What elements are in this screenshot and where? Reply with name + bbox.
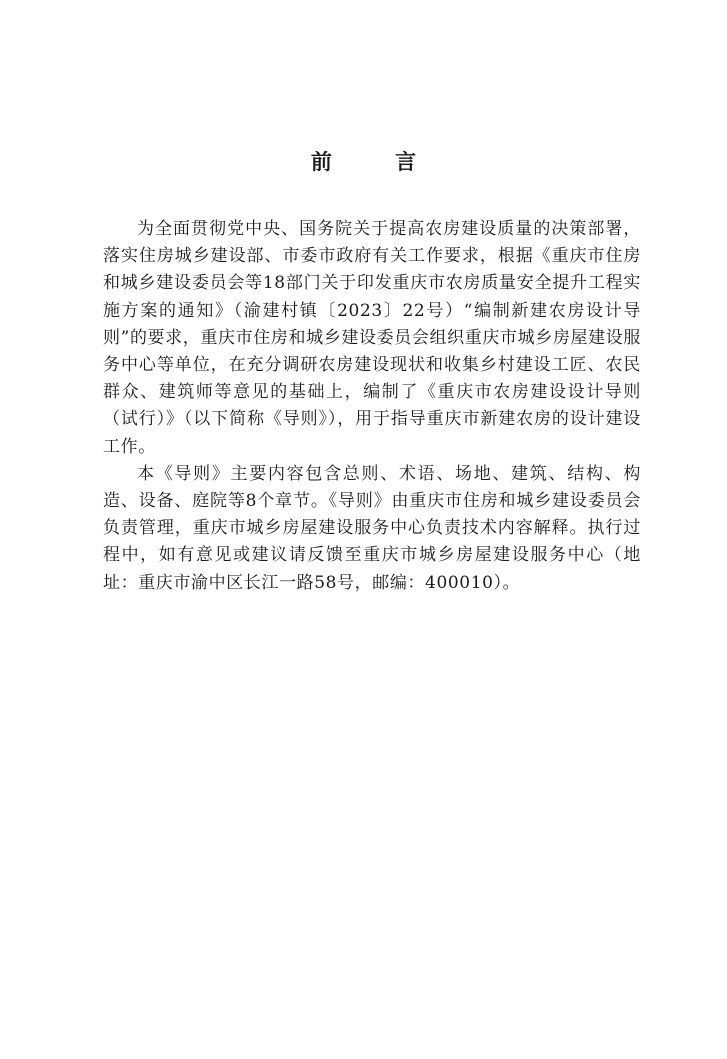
paragraph-2: 本《导则》主要内容包含总则、术语、场地、建筑、结构、构造、设备、庭院等8个章节。《导则》由重庆市住房和城乡建设委员会负责管理，重庆市城乡房屋建设服务中心负责技术内容解释。执行过程中，如有意见或建议请反馈至重庆市城乡房屋建设服务中心（地址：重庆市渝中区长江一路58号，邮编：400010）。 <box>103 463 641 593</box>
preface-body <box>103 216 641 597</box>
paragraph-1: 为全面贯彻党中央、国务院关于提高农房建设质量的决策部署，落实住房城乡建设部、市委市政府有关工作要求，根据《重庆市住房和城乡建设委员会等18部门关于印发重庆市农房质量安全提升工程实施方案的通知》（渝建村镇〔2023〕22号）“编制新建农房设计导则”的要求，重庆市住房和城乡建设委员会组织重庆市城乡房屋建设服务中心等单位，在充分调研农房建设现状和收集乡村建设工匠、农民群众、建筑师等意见的基础上，编制了《重庆市农房建设设计导则（试行）》（以下简称《导则》），用于指导重庆市新建农房的设计建设工作。 <box>103 219 641 457</box>
page-title: 前 言 <box>310 150 445 174</box>
